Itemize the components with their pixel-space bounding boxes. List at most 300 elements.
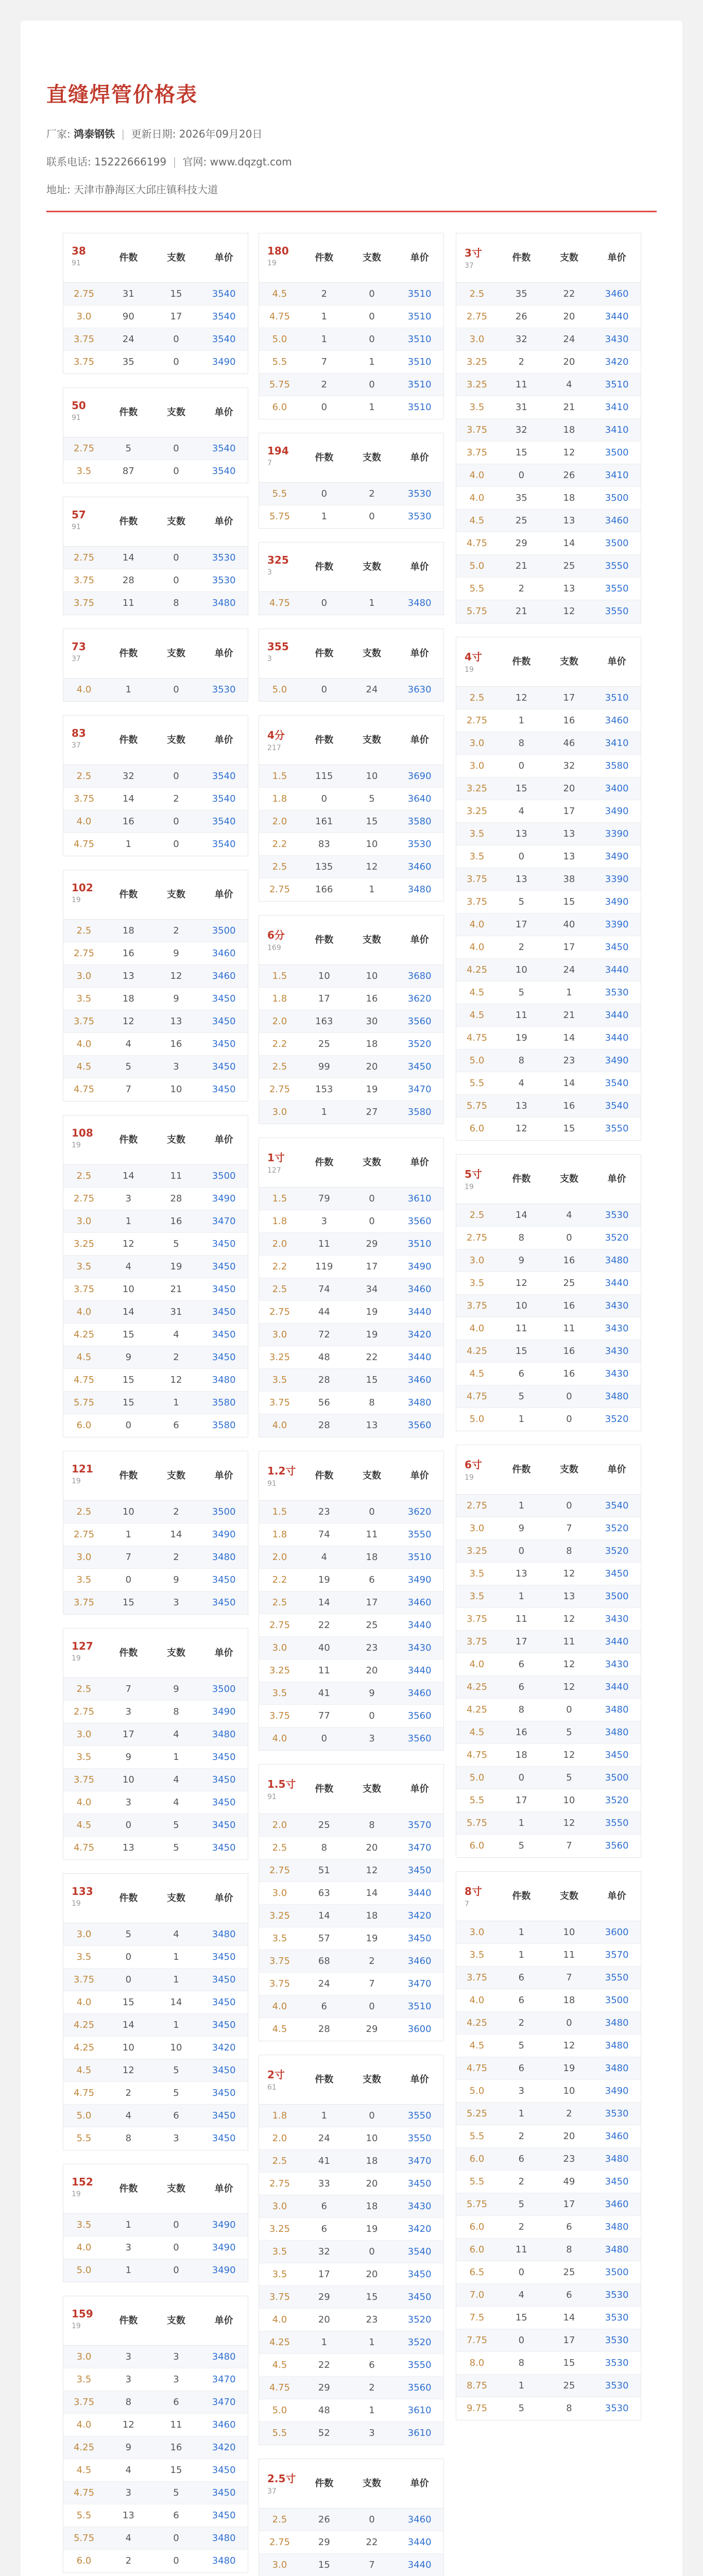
price-cell: 3510	[605, 692, 629, 703]
count-cell: 25	[563, 2380, 575, 2391]
price-cell: 3450	[212, 1997, 236, 2008]
thickness-cell: 3.0	[76, 1552, 92, 1563]
thickness-cell: 8.75	[466, 2380, 488, 2391]
spec-label	[63, 2296, 105, 2345]
table-row	[259, 2150, 443, 2173]
thickness-cell: 3.0	[469, 738, 485, 749]
qty-cell: 18	[122, 925, 134, 936]
count-cell: 19	[366, 1329, 378, 1340]
table-row	[63, 2082, 248, 2105]
count-header: 支数	[363, 1784, 381, 1794]
spec-label	[63, 1629, 105, 1677]
price-header: 单价	[214, 1648, 233, 1658]
thickness-cell: 4.5	[469, 1727, 485, 1738]
count-cell: 20	[563, 357, 575, 367]
count-cell: 10	[563, 1927, 575, 1938]
table-row	[456, 1608, 641, 1631]
thickness-cell: 3.5	[469, 828, 485, 839]
spec-count: 61	[267, 2083, 277, 2092]
count-cell: 29	[366, 1239, 378, 1249]
qty-cell: 135	[315, 861, 333, 872]
table-row	[456, 959, 641, 981]
count-cell: 10	[366, 771, 378, 782]
thickness-cell: 2.75	[466, 1500, 488, 1511]
page-title: 直缝焊管价格表	[46, 83, 198, 107]
qty-cell: 0	[125, 1820, 132, 1831]
divider: |	[173, 156, 177, 168]
count-cell: 16	[366, 993, 378, 1004]
price-header: 单价	[410, 935, 429, 945]
spec-label	[63, 233, 105, 282]
count-cell: 28	[170, 1193, 182, 1204]
table-row	[63, 1923, 248, 1946]
spec-label	[259, 2055, 300, 2104]
thickness-cell: 3.25	[466, 379, 488, 390]
qty-cell: 19	[318, 1574, 330, 1585]
table-row	[456, 1272, 641, 1295]
qty-cell: 2	[518, 2131, 525, 2142]
thickness-cell: 4.25	[73, 1329, 95, 1340]
count-cell: 1	[173, 1752, 179, 1762]
count-header: 支数	[167, 2183, 185, 2194]
qty-cell: 18	[515, 1750, 527, 1760]
spec-count: 37	[465, 262, 474, 270]
thickness-cell: 2.2	[272, 1039, 287, 1049]
qty-cell: 1	[125, 2219, 132, 2230]
price-cell: 3580	[407, 816, 432, 827]
count-cell: 6	[369, 1574, 375, 1585]
spec-label	[63, 2164, 105, 2213]
thickness-cell: 7.5	[469, 2312, 485, 2323]
table-row	[259, 2195, 443, 2218]
table-row	[63, 1814, 248, 1837]
header-meta	[46, 127, 657, 196]
qty-cell: 11	[515, 1010, 527, 1021]
qty-cell: 11	[515, 1323, 527, 1334]
table-row	[259, 2173, 443, 2195]
count-cell: 10	[170, 1084, 182, 1095]
price-cell: 3510	[407, 2001, 432, 2012]
thickness-cell: 2.5	[272, 1284, 287, 1295]
count-cell: 5	[566, 1772, 572, 1783]
price-cell: 3580	[212, 1420, 236, 1431]
thickness-cell: 4.75	[466, 538, 488, 549]
thickness-cell: 3.0	[272, 1642, 287, 1653]
count-cell: 0	[173, 334, 179, 345]
table-row	[456, 1227, 641, 1249]
spec-table	[63, 233, 248, 374]
thickness-cell: 5.5	[76, 2510, 92, 2521]
thickness-cell: 4.75	[269, 2382, 290, 2393]
spec-count: 91	[72, 414, 81, 422]
count-cell: 46	[563, 738, 575, 749]
count-cell: 17	[366, 1261, 378, 1272]
table-row	[456, 777, 641, 800]
count-cell: 22	[366, 1352, 378, 1363]
thickness-cell: 2.5	[272, 1597, 287, 1608]
thickness-cell: 3.75	[269, 1397, 290, 1408]
thickness-cell: 3.75	[73, 793, 95, 804]
table-row	[259, 1927, 443, 1950]
price-cell: 3420	[212, 2442, 236, 2453]
count-cell: 27	[366, 1107, 378, 1117]
count-cell: 2	[173, 1506, 179, 1517]
table-row	[259, 1973, 443, 1995]
spec-count: 91	[267, 1480, 277, 1488]
qty-cell: 8	[518, 1232, 525, 1243]
qty-cell: 40	[318, 1642, 330, 1653]
qty-cell: 1	[518, 1500, 525, 1511]
divider: |	[121, 128, 125, 140]
qty-cell: 5	[125, 443, 132, 454]
count-cell: 3	[173, 2133, 179, 2144]
price-cell: 3470	[212, 1216, 236, 1227]
qty-cell: 31	[515, 402, 527, 413]
thickness-cell: 3.75	[73, 1597, 95, 1608]
thickness-cell: 4.0	[469, 470, 485, 481]
qty-cell: 32	[122, 771, 134, 782]
thickness-cell: 2.75	[73, 289, 95, 299]
thickness-cell: 5.0	[469, 561, 485, 571]
thickness-cell: 5.5	[272, 488, 287, 499]
price-cell: 3560	[407, 1733, 432, 1744]
price-header: 单价	[607, 1891, 626, 1902]
table-row	[63, 788, 248, 810]
table-row	[63, 283, 248, 306]
spec-table	[456, 233, 641, 623]
price-cell: 3610	[407, 2405, 432, 2416]
thickness-cell: 3.5	[76, 2219, 92, 2230]
table-row	[456, 2012, 641, 2035]
thickness-cell: 6.0	[469, 1840, 485, 1851]
price-cell: 3490	[605, 896, 629, 907]
price-cell: 3440	[605, 1278, 629, 1289]
spec-table-header	[63, 1115, 248, 1165]
thickness-cell: 3.75	[73, 1016, 95, 1027]
price-cell: 3460	[605, 289, 629, 299]
thickness-cell: 2.75	[73, 948, 95, 959]
price-cell: 3490	[605, 806, 629, 817]
price-cell: 3450	[212, 1952, 236, 1962]
count-cell: 17	[563, 2199, 575, 2210]
table-row	[63, 1392, 248, 1414]
count-cell: 18	[563, 425, 575, 435]
thickness-cell: 3.0	[469, 760, 485, 771]
thickness-cell: 3.75	[73, 334, 95, 345]
thickness-cell: 2.0	[272, 1016, 287, 1027]
spec-table	[259, 2459, 444, 2576]
price-cell: 3580	[605, 760, 629, 771]
spec-name: 38	[72, 245, 86, 257]
table-row	[63, 2414, 248, 2436]
thickness-cell: 4.75	[73, 839, 95, 850]
table-row	[63, 1033, 248, 1056]
table-row	[456, 306, 641, 328]
table-row	[63, 1165, 248, 1188]
count-cell: 16	[563, 1368, 575, 1379]
price-cell: 3480	[605, 1255, 629, 1266]
table-row	[259, 1727, 443, 1750]
spec-name: 127	[72, 1640, 93, 1652]
spec-table	[63, 2164, 248, 2282]
qty-cell: 4	[125, 1261, 132, 1272]
thickness-cell: 4.25	[466, 964, 488, 975]
count-cell: 12	[563, 1614, 575, 1624]
qty-cell: 15	[515, 783, 527, 794]
thickness-cell: 4.75	[73, 1842, 95, 1853]
qty-cell: 0	[518, 851, 525, 862]
thickness-cell: 4.0	[469, 493, 485, 503]
qty-cell: 5	[518, 1840, 525, 1851]
price-cell: 3530	[407, 511, 432, 522]
thickness-cell: 7.75	[466, 2335, 488, 2346]
price-header: 单价	[607, 252, 626, 263]
price-cell: 3520	[407, 2337, 432, 2348]
qty-cell: 15	[515, 1346, 527, 1357]
thickness-cell: 4.5	[272, 2360, 287, 2370]
table-row	[259, 2286, 443, 2309]
qty-cell: 8	[125, 2133, 132, 2144]
price-cell: 3480	[605, 1727, 629, 1738]
spec-label	[259, 916, 300, 964]
price-cell: 3480	[212, 2533, 236, 2544]
count-cell: 0	[173, 684, 179, 695]
count-cell: 0	[566, 1704, 572, 1715]
spec-name: 5寸	[465, 1168, 482, 1180]
qty-cell: 0	[518, 2335, 525, 2346]
address-row	[46, 183, 657, 196]
count-cell: 12	[563, 2040, 575, 2051]
count-cell: 15	[366, 2292, 378, 2302]
qty-cell: 21	[515, 561, 527, 571]
table-row	[259, 1188, 443, 1210]
thickness-cell: 3.5	[469, 1950, 485, 1960]
qty-cell: 10	[122, 1284, 134, 1295]
price-cell: 3410	[605, 425, 629, 435]
price-cell: 3450	[212, 2133, 236, 2144]
thickness-cell: 4.5	[76, 2065, 92, 2076]
table-row	[63, 765, 248, 788]
price-cell: 3450	[212, 1084, 236, 1095]
count-cell: 3	[369, 1733, 375, 1744]
thickness-cell: 3.75	[466, 1972, 488, 1983]
qty-cell: 32	[515, 425, 527, 435]
qty-cell: 163	[315, 1016, 333, 1027]
thickness-cell: 4.0	[272, 2001, 287, 2012]
qty-cell: 12	[122, 1016, 134, 1027]
spec-label	[259, 2459, 300, 2508]
table-row	[259, 1301, 443, 1324]
count-cell: 1	[369, 2405, 375, 2416]
price-cell: 3520	[605, 1414, 629, 1425]
qty-cell: 0	[321, 793, 328, 804]
thickness-cell: 1.8	[272, 1216, 287, 1227]
count-cell: 40	[563, 919, 575, 930]
thickness-cell: 1.5	[272, 1193, 287, 1204]
qty-cell: 31	[122, 289, 134, 299]
table-row	[259, 1882, 443, 1905]
qty-cell: 0	[518, 760, 525, 771]
spec-count: 19	[72, 896, 81, 904]
phone-number[interactable]: 15222666199	[94, 156, 167, 168]
spec-table	[259, 1451, 444, 1751]
count-cell: 17	[170, 311, 182, 322]
table-row	[63, 2368, 248, 2391]
qty-cell: 56	[318, 1397, 330, 1408]
thickness-cell: 4.0	[76, 2419, 92, 2430]
spec-name: 1.5寸	[267, 1778, 296, 1790]
price-cell: 3490	[212, 2265, 236, 2276]
thickness-cell: 3.0	[272, 2201, 287, 2212]
table-row	[456, 2148, 641, 2171]
qty-cell: 161	[315, 816, 333, 827]
count-cell: 0	[369, 379, 375, 390]
thickness-cell: 3.5	[469, 1591, 485, 1602]
spec-label	[63, 1874, 105, 1923]
price-cell: 3560	[407, 1016, 432, 1027]
table-row	[456, 328, 641, 351]
count-cell: 21	[170, 1284, 182, 1295]
price-cell: 3390	[605, 874, 629, 885]
thickness-cell: 2.0	[272, 2133, 287, 2144]
spec-table	[63, 870, 248, 1101]
price-cell: 3600	[407, 2024, 432, 2035]
price-cell: 3500	[212, 1171, 236, 1181]
thickness-cell: 3.0	[272, 1107, 287, 1117]
qty-cell: 15	[122, 1397, 134, 1408]
thickness-cell: 6.5	[469, 2267, 485, 2278]
price-cell: 3440	[605, 1010, 629, 1021]
count-cell: 8	[369, 1397, 375, 1408]
spec-count: 7	[267, 459, 272, 467]
price-cell: 3450	[212, 2465, 236, 2476]
count-cell: 22	[563, 289, 575, 299]
thickness-cell: 3.0	[272, 2560, 287, 2570]
spec-count: 37	[72, 655, 81, 663]
table-row	[63, 2037, 248, 2059]
table-row	[456, 532, 641, 555]
price-cell: 3420	[407, 1910, 432, 1921]
price-cell: 3430	[605, 334, 629, 345]
qty-cell: 4	[518, 1078, 525, 1089]
count-cell: 1	[173, 1397, 179, 1408]
qty-cell: 51	[318, 1865, 330, 1876]
price-cell: 3450	[407, 1933, 432, 1944]
thickness-cell: 3.75	[466, 1300, 488, 1311]
thickness-cell: 3.75	[466, 447, 488, 458]
qty-cell: 72	[318, 1329, 330, 1340]
price-cell: 3540	[407, 2246, 432, 2257]
table-row	[456, 1789, 641, 1812]
qty-cell: 8	[321, 1842, 328, 1853]
count-cell: 0	[566, 2018, 572, 2028]
price-cell: 3550	[605, 1123, 629, 1134]
price-cell: 3470	[407, 1842, 432, 1853]
price-cell: 3690	[407, 771, 432, 782]
qty-cell: 2	[518, 2176, 525, 2187]
table-row	[259, 2377, 443, 2399]
qty-cell: 1	[125, 1529, 132, 1540]
spec-count: 91	[267, 1793, 277, 1801]
table-row	[456, 1385, 641, 1408]
table-row	[63, 1414, 248, 1437]
thickness-cell: 3.5	[76, 993, 92, 1004]
price-cell: 3450	[212, 1820, 236, 1831]
qty-cell: 15	[515, 2312, 527, 2323]
site-link[interactable]: www.dqzgt.com	[210, 156, 292, 168]
thickness-cell: 3.75	[73, 1774, 95, 1785]
spec-count: 3	[267, 568, 272, 577]
spec-table-header	[63, 388, 248, 437]
qty-cell: 28	[318, 2024, 330, 2035]
price-cell: 3480	[407, 1397, 432, 1408]
thickness-cell: 4.0	[76, 684, 92, 695]
qty-cell: 1	[321, 2110, 328, 2121]
table-row	[63, 1769, 248, 1791]
table-row	[456, 891, 641, 913]
qty-cell: 15	[318, 2560, 330, 2570]
table-row	[63, 2436, 248, 2459]
count-cell: 15	[170, 289, 182, 299]
thickness-cell: 2.5	[76, 771, 92, 782]
count-cell: 2	[173, 793, 179, 804]
price-cell: 3510	[605, 379, 629, 390]
count-cell: 19	[366, 1084, 378, 1095]
thickness-cell: 5.0	[76, 2265, 92, 2276]
table-row	[456, 936, 641, 959]
table-row	[259, 1614, 443, 1637]
qty-cell: 9	[518, 1255, 525, 1266]
count-cell: 0	[173, 357, 179, 367]
thickness-cell: 3.25	[269, 1665, 290, 1676]
count-cell: 6	[173, 2397, 179, 2408]
count-cell: 2	[369, 1956, 375, 1967]
spec-count: 37	[267, 2487, 277, 2496]
price-header: 单价	[214, 889, 233, 900]
price-cell: 3500	[605, 1591, 629, 1602]
count-cell: 18	[366, 1552, 378, 1563]
price-cell: 3430	[407, 1642, 432, 1653]
count-header: 支数	[363, 2478, 381, 2489]
thickness-cell: 3.0	[469, 1927, 485, 1938]
spec-table	[456, 1445, 641, 1858]
table-row	[259, 1392, 443, 1414]
table-row	[456, 823, 641, 845]
price-header: 单价	[214, 648, 233, 659]
price-cell: 3530	[605, 2290, 629, 2300]
table-row	[259, 2509, 443, 2531]
table-row	[456, 578, 641, 600]
qty-cell: 14	[122, 1171, 134, 1181]
qty-cell: 13	[515, 874, 527, 885]
thickness-cell: 4.0	[76, 1997, 92, 2008]
table-row	[259, 1414, 443, 1437]
table-row	[456, 2329, 641, 2352]
count-cell: 25	[563, 1278, 575, 1289]
qty-cell: 24	[122, 334, 134, 345]
count-header: 支数	[363, 735, 381, 745]
count-cell: 22	[366, 2537, 378, 2548]
qty-cell: 8	[125, 2397, 132, 2408]
price-cell: 3500	[605, 447, 629, 458]
table-row	[456, 2239, 641, 2261]
price-cell: 3440	[605, 311, 629, 322]
table-row	[63, 1969, 248, 1991]
count-cell: 6	[369, 2360, 375, 2370]
qty-cell: 8	[518, 1055, 525, 1066]
thickness-cell: 3.0	[76, 1729, 92, 1740]
price-cell: 3430	[605, 1614, 629, 1624]
